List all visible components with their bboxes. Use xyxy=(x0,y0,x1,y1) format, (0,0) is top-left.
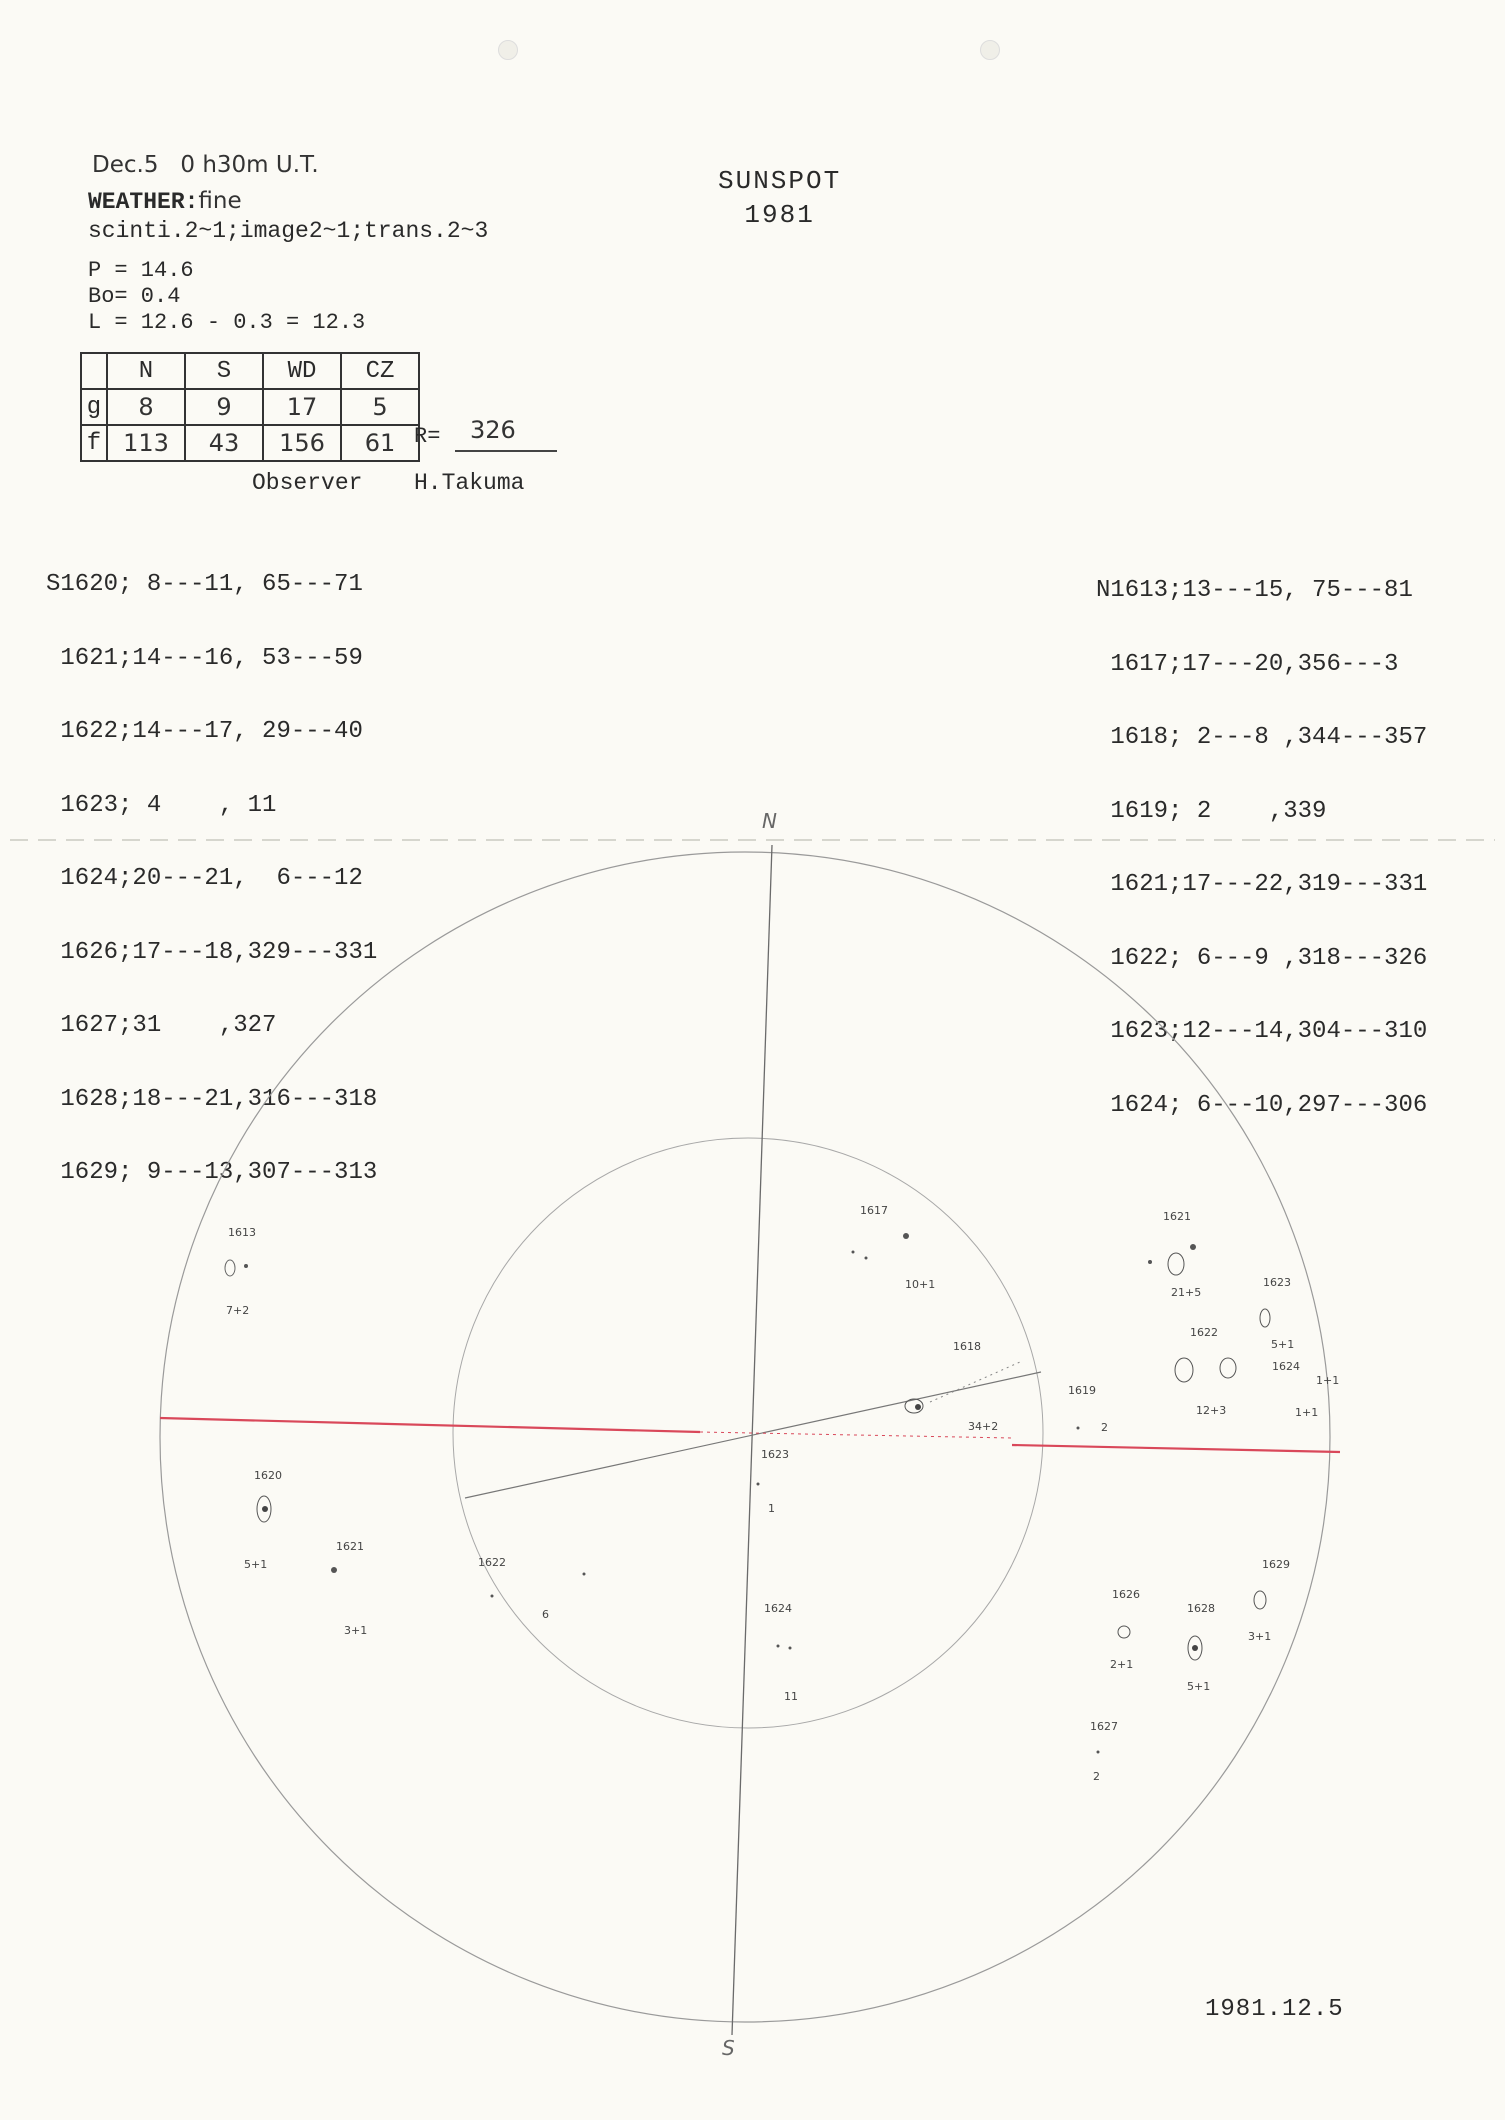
count-cell: 9 xyxy=(185,389,263,425)
spot xyxy=(789,1647,792,1650)
group-count: 3+1 xyxy=(1248,1630,1272,1643)
title-sunspot: SUNSPOT xyxy=(718,166,842,196)
col-header: WD xyxy=(263,353,341,389)
group-count: 5+1 xyxy=(244,1558,268,1571)
spot-outline xyxy=(1220,1358,1236,1378)
list-item: 1621;17---22,319---331 xyxy=(1096,871,1428,898)
bo-angle: Bo= 0.4 xyxy=(88,284,181,309)
spot-outline xyxy=(1175,1358,1193,1382)
group-count: 2 xyxy=(1093,1770,1100,1783)
list-item: 1626;17---18,329---331 xyxy=(46,938,378,966)
count-cell: 113 xyxy=(107,425,185,461)
spot-outline xyxy=(1168,1253,1184,1275)
count-cell: 61 xyxy=(341,425,419,461)
spot xyxy=(583,1573,586,1576)
group-count: 2+1 xyxy=(1110,1658,1134,1671)
list-item: 1618; 2---8 ,344---357 xyxy=(1096,724,1428,751)
spot xyxy=(865,1257,868,1260)
group-label: 1617 xyxy=(860,1204,888,1217)
group-count: 12+3 xyxy=(1196,1404,1227,1417)
p-angle: P = 14.6 xyxy=(88,258,194,283)
list-item: 1621;14---16, 53---59 xyxy=(46,644,363,672)
central-meridian-line xyxy=(732,845,772,2035)
equator-line-dashed xyxy=(700,1432,1012,1438)
row-label: g xyxy=(81,389,107,425)
spot xyxy=(1097,1751,1100,1754)
spot xyxy=(1190,1244,1196,1250)
spot-outline xyxy=(1260,1309,1270,1327)
spot xyxy=(903,1233,909,1239)
group-label: 1624 xyxy=(764,1602,792,1615)
group-label: 1629 xyxy=(1262,1558,1290,1571)
spot xyxy=(1148,1260,1152,1264)
group-label: 1619 xyxy=(1068,1384,1096,1397)
weather-label: WEATHER: xyxy=(88,189,199,215)
axis-line xyxy=(465,1372,1041,1498)
group-count: 34+2 xyxy=(968,1420,999,1433)
observer-label: Observer xyxy=(252,470,363,496)
group-count: 2 xyxy=(1101,1421,1108,1434)
group-count: 7+2 xyxy=(226,1304,250,1317)
group-label: 1626 xyxy=(1112,1588,1140,1601)
group-count: 5+1 xyxy=(1187,1680,1211,1693)
spot-outline xyxy=(225,1260,235,1276)
group-label: 1621 xyxy=(1163,1210,1191,1223)
group-label: 1624 xyxy=(1272,1360,1300,1373)
count-cell: 8 xyxy=(107,389,185,425)
list-item: S1620; 8---11, 65---71 xyxy=(46,571,363,598)
group-count: 3+1 xyxy=(344,1624,368,1637)
list-item: 1627;31 ,327 xyxy=(46,1012,277,1039)
count-cell: 43 xyxy=(185,425,263,461)
equator-line xyxy=(160,1418,1340,1452)
spot xyxy=(852,1251,855,1254)
list-item: 1629; 9---13,307---313 xyxy=(46,1159,378,1186)
group-count: 21+5 xyxy=(1171,1286,1202,1299)
col-header: N xyxy=(107,353,185,389)
group-label: 1621 xyxy=(336,1540,364,1553)
r-number-label: R= xyxy=(414,424,441,449)
group-label: 1620 xyxy=(254,1469,282,1482)
group-label: 1613 xyxy=(228,1226,256,1239)
spot xyxy=(262,1506,268,1512)
group-count: 1+1 xyxy=(1316,1374,1340,1387)
count-cell: 5 xyxy=(341,389,419,425)
count-cell: 156 xyxy=(263,425,341,461)
group-label: 1623 xyxy=(761,1448,789,1461)
spot xyxy=(491,1595,494,1598)
group-label: 1623 xyxy=(1263,1276,1291,1289)
spot xyxy=(331,1567,337,1573)
title-year: 1981 xyxy=(744,200,815,230)
observation-date: Dec.5 0 h30m U.T. xyxy=(92,152,319,178)
col-header: S xyxy=(185,353,263,389)
spot xyxy=(1192,1645,1198,1651)
list-item: 1617;17---20,356---3 xyxy=(1096,650,1399,678)
observation-time: 0 h30m U.T. xyxy=(180,152,319,178)
inner-reference-circle xyxy=(453,1138,1043,1728)
list-item: 1624;20---21, 6---12 xyxy=(46,865,363,892)
south-mark: S xyxy=(722,2036,735,2060)
group-count: 10+1 xyxy=(905,1278,936,1291)
list-item: 1623; 4 , 11 xyxy=(46,791,277,819)
list-item: 1622; 6---9 ,318---326 xyxy=(1096,944,1428,972)
spot xyxy=(1077,1427,1080,1430)
group-count: 6 xyxy=(542,1608,549,1621)
spot xyxy=(777,1645,780,1648)
group-label: 1628 xyxy=(1187,1602,1215,1615)
spot xyxy=(757,1483,760,1486)
weather-value: fine xyxy=(198,188,242,214)
group-label: 1618 xyxy=(953,1340,981,1353)
footer-date: 1981.12.5 xyxy=(1205,1996,1344,2023)
group-count: 1+1 xyxy=(1295,1406,1319,1419)
spot xyxy=(915,1404,921,1410)
spot-outline xyxy=(1118,1626,1130,1638)
count-cell: 17 xyxy=(263,389,341,425)
group-count: 1 xyxy=(768,1502,775,1515)
observer-name: H.Takuma xyxy=(414,470,525,496)
list-item: 1623;12---14,304---310 xyxy=(1096,1018,1428,1045)
spot xyxy=(244,1264,248,1268)
l-longitude: L = 12.6 - 0.3 = 12.3 xyxy=(88,310,366,335)
north-mark: N xyxy=(762,809,777,833)
col-header: CZ xyxy=(341,353,419,389)
spot-chain xyxy=(930,1362,1020,1402)
group-count: 11 xyxy=(784,1690,798,1703)
row-label: f xyxy=(81,425,107,461)
group-label: 1622 xyxy=(478,1556,506,1569)
list-item: 1622;14---17, 29---40 xyxy=(46,718,363,745)
seeing-conditions: scinti.2~1;image2~1;trans.2~3 xyxy=(88,218,489,244)
r-number-value: 326 xyxy=(470,416,516,444)
list-item: 1619; 2 ,339 xyxy=(1096,797,1327,825)
group-label: 1627 xyxy=(1090,1720,1118,1733)
group-label: 1622 xyxy=(1190,1326,1218,1339)
list-item: 1628;18---21,316---318 xyxy=(46,1085,378,1113)
group-count: 5+1 xyxy=(1271,1338,1295,1351)
spot-outline xyxy=(1254,1591,1266,1609)
list-item: N1613;13---15, 75---81 xyxy=(1096,577,1413,604)
list-item: 1624; 6---10,297---306 xyxy=(1096,1091,1428,1119)
